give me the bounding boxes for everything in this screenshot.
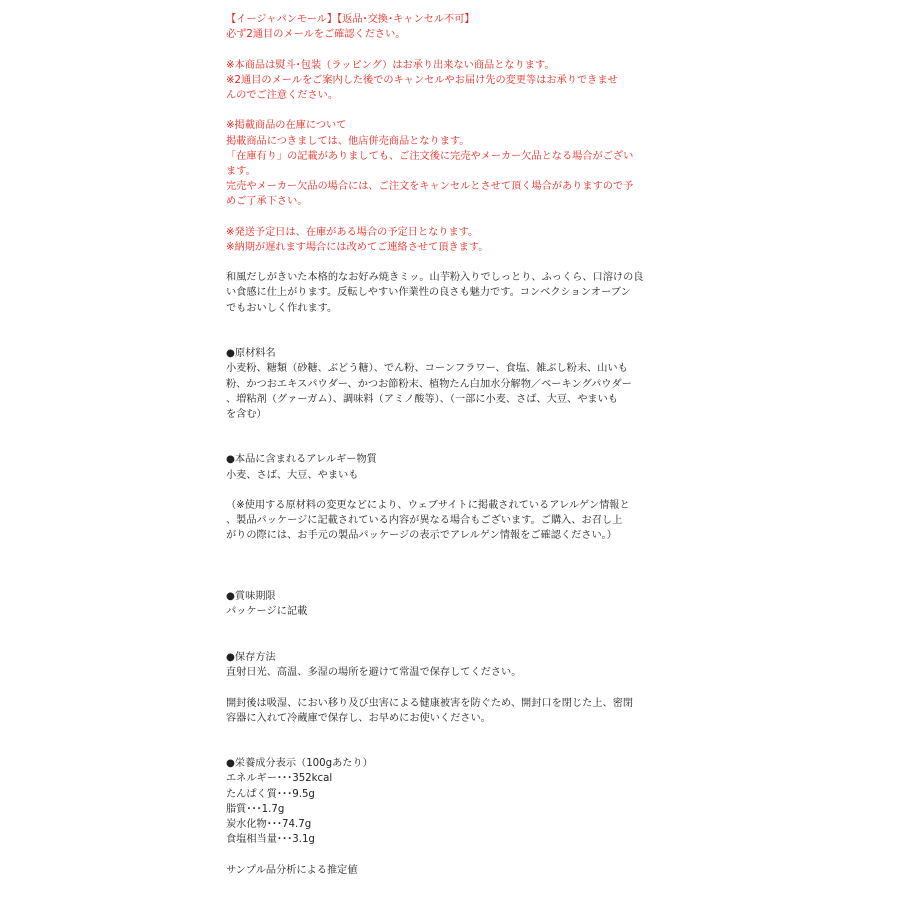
confirm-notice: 必ず2通目のメールをご確認ください。: [226, 29, 406, 41]
summary-line: でもおいしく作れます。: [226, 302, 338, 314]
stock-notice-line: 掲載商品につきましては、他店併売商品となります。: [226, 135, 470, 147]
stock-notice-line: 完売やメーカー欠品の場合には、ご注文をキャンセルとさせて頂く場合がありますので予: [226, 181, 634, 193]
nutrition-row: 炭水化物･･･74.7g: [226, 819, 312, 831]
nutrition-row: たんぱく質･･･9.5g: [226, 788, 315, 800]
store-notice: [226, 12, 656, 255]
stock-notice-line: めご了承下さい。: [226, 196, 308, 208]
nutrition-row: エネルギー･･･352kcal: [226, 773, 333, 785]
store-notice-title: 【イージャパンモール】【返品･交換･キャンセル不可】: [226, 14, 475, 25]
allergens-section: [226, 452, 656, 543]
best-before-section: [226, 589, 656, 619]
best-before-heading: ●賞味期限: [226, 591, 276, 603]
stock-notice-line: ※掲載商品の在庫について: [226, 120, 347, 132]
summary-line: い食感に仕上がります。反転しやすい作業性の良さも魅力です。コンベクションオーブン: [226, 287, 631, 299]
shipping-notice-line: ※発送予定日は、在庫がある場合の予定日となります。: [226, 226, 479, 238]
nutrition-row: 脂質･･･1.7g: [226, 803, 285, 815]
best-before-value: パッケージに記載: [226, 606, 308, 618]
wrapping-notice-line: ※2通目のメールをご案内した後でのキャンセルやお届け先の変更等はお承りできませ: [226, 74, 618, 86]
ingredients-line: 小麦粉、糖類（砂糖、ぶどう糖）、でん粉、コーンフラワー、食塩、雑ぶし粉末、山いも: [226, 363, 628, 375]
wrapping-notice-line: ※本商品は熨斗･包装（ラッピング）はお承り出来ない商品となります。: [226, 59, 555, 71]
nutrition-heading: ●栄養成分表示（100gあたり）: [226, 758, 373, 770]
ingredients-line: 、増粘剤（グァーガム）、調味料（アミノ酸等）、（一部に小麦、さば、大豆、やまいも: [226, 393, 618, 405]
allergens-note-line: がりの際には、お手元の製品パッケージの表示でアレルゲン情報をご確認ください。）: [226, 530, 617, 542]
storage-heading: ●保存方法: [226, 651, 276, 663]
product-summary: [226, 270, 656, 316]
after-open-line: 開封後は吸湿、におい移り及び虫害による健康被害を防ぐため、開封口を閉じた上、密閉: [226, 697, 634, 709]
stock-notice-line: 「在庫有り」の記載がありましても、ご注文後に完売やメーカー欠品となる場合がござい: [226, 150, 634, 162]
ingredients-section: [226, 346, 656, 422]
wrapping-notice-line: んのでご注意ください。: [226, 89, 339, 101]
nutrition-row: 食塩相当量･･･3.1g: [226, 834, 315, 846]
after-open-line: 容器に入れて冷蔵庫で保存し、お早めにお使いください。: [226, 712, 491, 724]
allergens-note-line: （※使用する原材料の変更などにより、ウェブサイトに掲載されているアレルゲン情報と: [226, 500, 630, 512]
summary-line: 和風だしがきいた本格的なお好み焼きミッ。山芋粉入りでしっとり、ふっくら、口溶けの良: [226, 272, 644, 284]
allergens-list: 小麦、さば、大豆、やまいも: [226, 469, 359, 481]
ingredients-line: 粉、かつおエキスパウダー、かつお節粉末、植物たん白加水分解物／ベーキングパウダー: [226, 378, 632, 390]
nutrition-footnote: サンプル品分析による推定値: [226, 864, 358, 876]
storage-line: 直射日光、高温、多湿の場所を避けて常温で保存してください。: [226, 667, 522, 679]
shipping-notice-line: ※納期が遅れます場合には改めてご連絡させて頂きます。: [226, 241, 489, 253]
ingredients-heading: ●原材料名: [226, 348, 276, 360]
ingredients-line: を含む）: [226, 408, 267, 420]
product-description: [226, 12, 656, 878]
allergens-heading: ●本品に含まれるアレルギー物質: [226, 454, 377, 466]
allergens-note-line: 、製品パッケージに記載されている内容が異なる場合もございます。ご購入、お召し上: [226, 515, 623, 527]
nutrition-section: [226, 756, 656, 878]
stock-notice-line: ます。: [226, 165, 256, 177]
storage-section: [226, 650, 656, 726]
